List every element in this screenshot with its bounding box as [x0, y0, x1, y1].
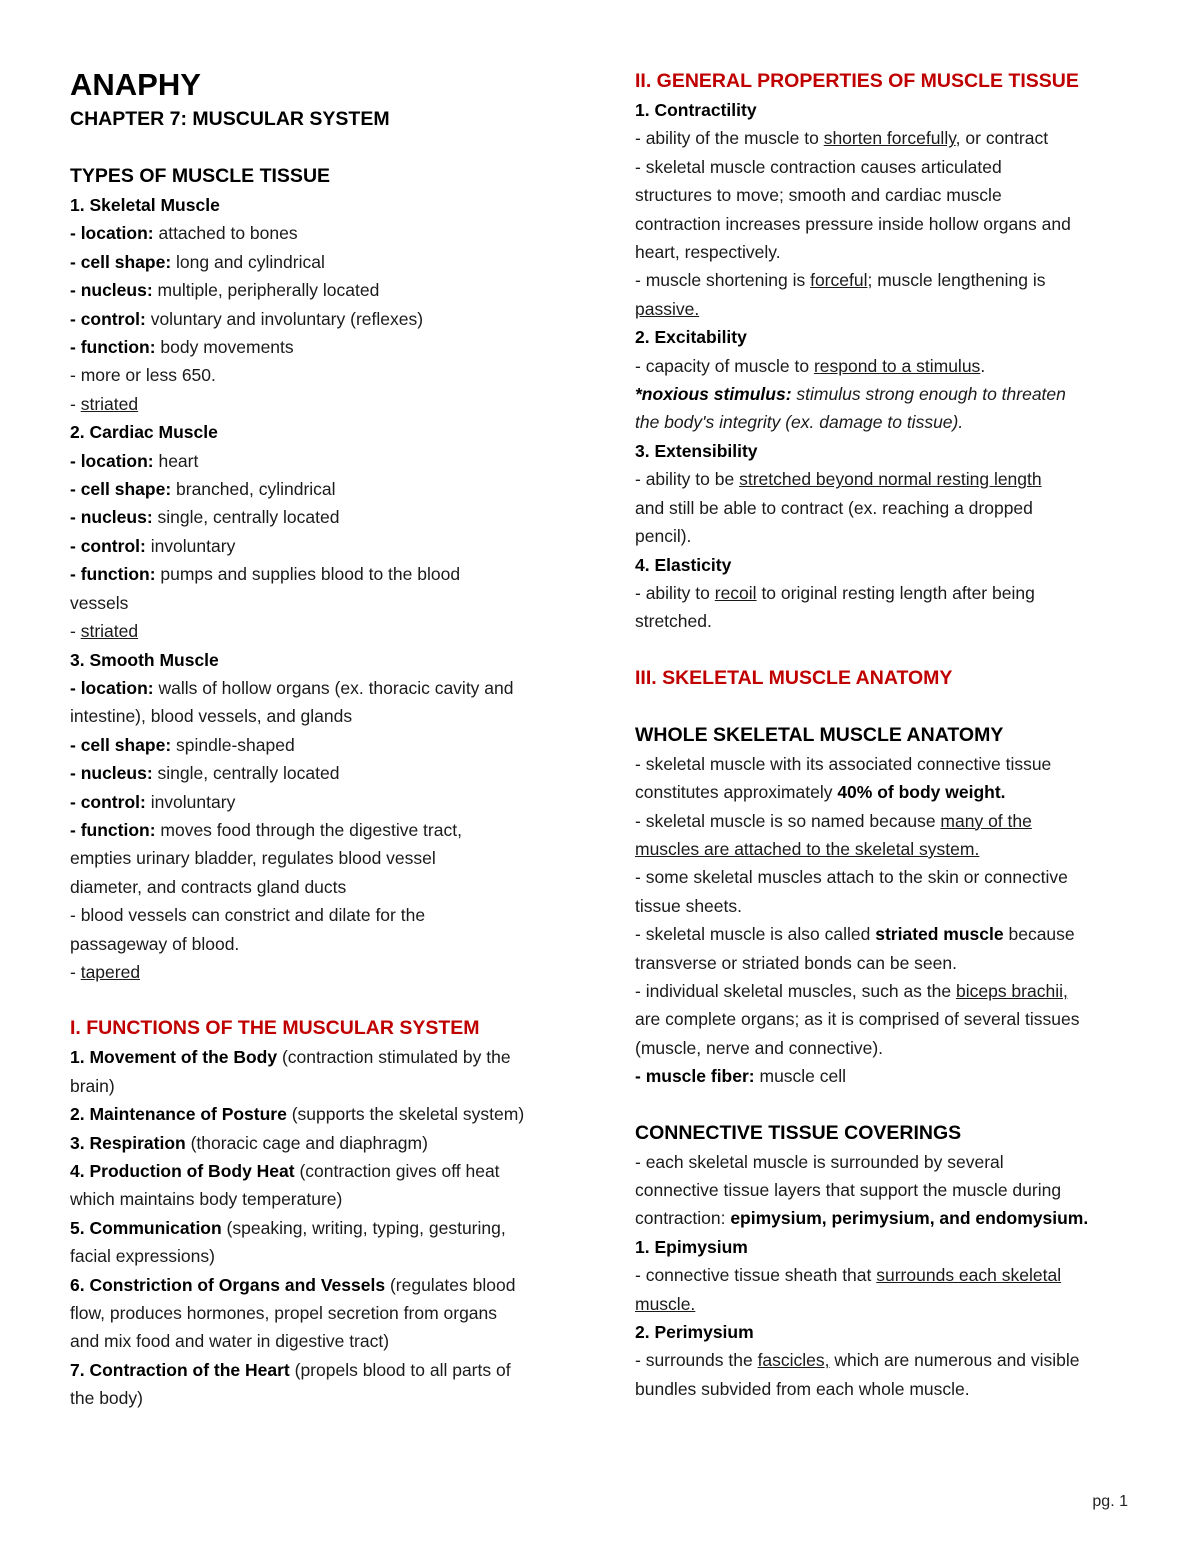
skeletal-nucleus: - nucleus: multiple, peripherally located: [70, 280, 380, 301]
contractility-shortening: - muscle shortening is forceful; muscle lengthening is: [635, 270, 1046, 291]
whole-note-3: - some skeletal muscles attach to the skin or connective: [635, 867, 1068, 888]
elasticity-def-cont: stretched.: [635, 611, 712, 632]
chapter-title: CHAPTER 7: MUSCULAR SYSTEM: [70, 108, 390, 130]
coverings-note-1: - each skeletal muscle is surrounded by several: [635, 1151, 1004, 1172]
anatomy-heading: III. SKELETAL MUSCLE ANATOMY: [635, 666, 953, 689]
functions-heading: I. FUNCTIONS OF THE MUSCULAR SYSTEM: [70, 1017, 480, 1040]
smooth-note-cont: passageway of blood.: [70, 933, 240, 954]
extensibility-heading: 3. Extensibility: [635, 440, 758, 461]
coverings-note-3: contraction: epimysium, perimysium, and endomysium.: [635, 1208, 1089, 1229]
cardiac-striated: - striated: [70, 621, 139, 642]
muscle-fiber-def: - muscle fiber: muscle cell: [635, 1066, 847, 1087]
whole-note-1: - skeletal muscle with its associated connective tissue: [635, 753, 1052, 774]
smooth-location: - location: walls of hollow organs (ex. thoracic cavity and: [70, 677, 514, 698]
smooth-nucleus: - nucleus: single, centrally located: [70, 763, 340, 784]
skeletal-heading: 1. Skeletal Muscle: [70, 195, 220, 215]
smooth-shape: - cell shape: spindle-shaped: [70, 734, 295, 755]
contractility-def: - ability of the muscle to shorten forcefully, or contract: [635, 128, 1049, 149]
cardiac-location: - location: heart: [70, 450, 199, 471]
contractility-passive: passive.: [635, 298, 700, 319]
contractility-note-4: heart, respectively.: [635, 242, 781, 263]
perimysium-heading: 2. Perimysium: [635, 1322, 754, 1343]
contractility-heading: 1. Contractility: [635, 100, 757, 120]
epimysium-def-cont: muscle.: [635, 1293, 696, 1314]
whole-note-1-cont: constitutes approximately 40% of body weight.: [635, 782, 1006, 803]
smooth-note: - blood vessels can constrict and dilate for the: [70, 905, 426, 926]
coverings-heading: CONNECTIVE TISSUE COVERINGS: [635, 1121, 962, 1144]
whole-note-5-cont-2: (muscle, nerve and connective).: [635, 1037, 884, 1058]
epimysium-def: - connective tissue sheath that surrounds each skeletal: [635, 1265, 1062, 1286]
function-item-6-cont-1: flow, produces hormones, propel secretion from organs: [70, 1303, 498, 1324]
cardiac-nucleus: - nucleus: single, centrally located: [70, 507, 340, 528]
skeletal-function: - function: body movements: [70, 337, 294, 358]
function-item-3: 3. Respiration (thoracic cage and diaphragm): [70, 1132, 428, 1153]
whole-note-4: - skeletal muscle is also called striated muscle because: [635, 924, 1075, 945]
smooth-function-cont-1: empties urinary bladder, regulates blood vessel: [70, 848, 436, 869]
whole-note-2-cont: muscles are attached to the skeletal system.: [635, 838, 980, 859]
whole-muscle-heading: WHOLE SKELETAL MUSCLE ANATOMY: [635, 723, 1004, 746]
function-item-4: 4. Production of Body Heat (contraction gives off heat: [70, 1161, 500, 1181]
epimysium-heading: 1. Epimysium: [635, 1236, 748, 1257]
extensibility-def-cont-2: pencil).: [635, 526, 692, 547]
function-item-4-cont: which maintains body temperature): [70, 1189, 343, 1210]
contractility-note-1: - skeletal muscle contraction causes articulated: [635, 156, 1002, 177]
smooth-function-cont-2: diameter, and contracts gland ducts: [70, 876, 347, 897]
skeletal-control: - control: voluntary and involuntary (reflexes): [70, 308, 424, 329]
cardiac-function: - function: pumps and supplies blood to the blood: [70, 564, 461, 585]
cardiac-heading: 2. Cardiac Muscle: [70, 422, 218, 443]
elasticity-def: - ability to recoil to original resting length after being: [635, 582, 1035, 603]
document-title: ANAPHY: [70, 67, 201, 102]
smooth-control: - control: involuntary: [70, 791, 236, 812]
smooth-heading: 3. Smooth Muscle: [70, 649, 219, 670]
smooth-function: - function: moves food through the digestive tract,: [70, 819, 462, 840]
coverings-note-2: connective tissue layers that support the muscle during: [635, 1180, 1062, 1200]
extensibility-def: - ability to be stretched beyond normal resting length: [635, 469, 1042, 490]
skeletal-location: - location: attached to bones: [70, 223, 298, 244]
left-column: [70, 66, 575, 1413]
function-item-1-cont: brain): [70, 1075, 115, 1096]
elasticity-heading: 4. Elasticity: [635, 554, 732, 575]
function-item-7-cont: the body): [70, 1388, 143, 1409]
noxious-stimulus: *noxious stimulus: stimulus strong enough to threaten: [635, 384, 1066, 405]
function-item-7: 7. Contraction of the Heart (propels blood to all parts of: [70, 1359, 511, 1380]
function-item-5-cont: facial expressions): [70, 1246, 215, 1267]
function-item-2: 2. Maintenance of Posture (supports the skeletal system): [70, 1104, 525, 1125]
skeletal-count: - more or less 650.: [70, 365, 216, 386]
page-number: pg. 1: [1092, 1493, 1128, 1510]
whole-note-5-cont-1: are complete organs; as it is comprised of several tissues: [635, 1009, 1080, 1030]
excitability-def: - capacity of muscle to respond to a stimulus.: [635, 355, 986, 376]
contractility-note-3: contraction increases pressure inside hollow organs and: [635, 213, 1071, 234]
contractility-note-2: structures to move; smooth and cardiac muscle: [635, 185, 1002, 206]
smooth-tapered: - tapered: [70, 961, 141, 982]
perimysium-def-cont: bundles subvided from each whole muscle.: [635, 1378, 970, 1399]
cardiac-function-cont: vessels: [70, 592, 129, 613]
smooth-location-cont: intestine), blood vessels, and glands: [70, 706, 353, 727]
excitability-heading: 2. Excitability: [635, 327, 747, 348]
function-item-6: 6. Constriction of Organs and Vessels (regulates blood: [70, 1274, 516, 1295]
function-item-6-cont-2: and mix food and water in digestive tract): [70, 1331, 390, 1352]
cardiac-control: - control: involuntary: [70, 535, 236, 556]
whole-note-2: - skeletal muscle is so named because many of the: [635, 810, 1032, 831]
skeletal-striated: - striated: [70, 393, 139, 414]
whole-note-5: - individual skeletal muscles, such as the biceps brachii,: [635, 980, 1068, 1001]
skeletal-shape: - cell shape: long and cylindrical: [70, 251, 325, 272]
whole-note-4-cont: transverse or striated bonds can be seen.: [635, 952, 957, 973]
cardiac-shape: - cell shape: branched, cylindrical: [70, 479, 336, 500]
whole-note-3-cont: tissue sheets.: [635, 895, 742, 916]
function-item-1: 1. Movement of the Body (contraction stimulated by the: [70, 1047, 511, 1068]
perimysium-def: - surrounds the fascicles, which are numerous and visible: [635, 1350, 1080, 1371]
extensibility-def-cont-1: and still be able to contract (ex. reaching a dropped: [635, 497, 1033, 518]
noxious-stimulus-cont: the body's integrity (ex. damage to tissue).: [635, 412, 964, 433]
function-item-5: 5. Communication (speaking, writing, typing, gesturing,: [70, 1217, 506, 1238]
types-heading: TYPES OF MUSCLE TISSUE: [70, 165, 331, 187]
right-column: [635, 66, 1140, 1403]
properties-heading: II. GENERAL PROPERTIES OF MUSCLE TISSUE: [635, 70, 1079, 92]
